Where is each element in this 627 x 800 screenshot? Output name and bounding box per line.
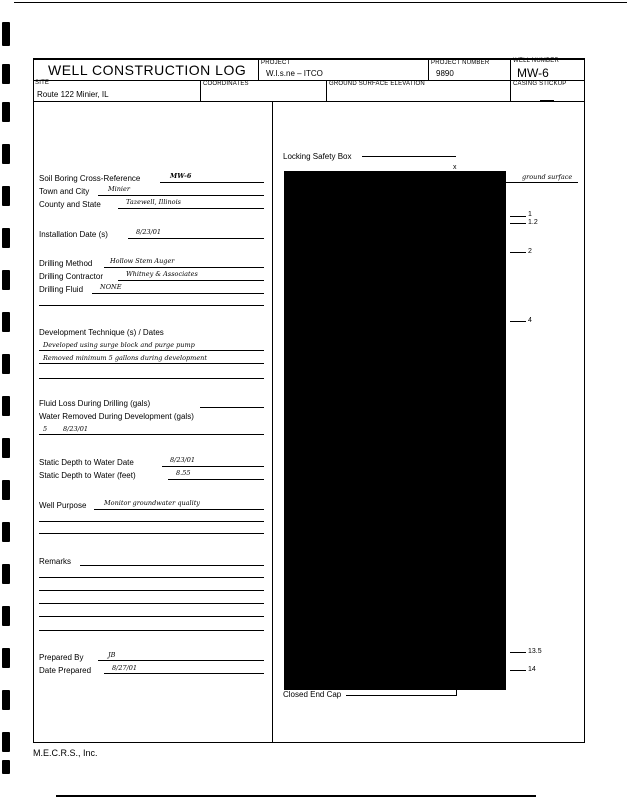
town-value: Minier	[108, 185, 130, 193]
static-depth-value: 8.55	[176, 469, 191, 477]
closed-end-cap-label: Closed End Cap	[283, 690, 342, 699]
well-purpose-label: Well Purpose	[39, 501, 87, 510]
development-line-1: Developed using surge block and purge pump	[43, 341, 195, 349]
project-number-label: PROJECT NUMBER	[431, 60, 490, 66]
drilling-method-value: Hollow Stem Auger	[110, 257, 175, 265]
depth-14: 14	[528, 666, 536, 673]
installation-date-value: 8/23/01	[136, 228, 162, 236]
fluid-loss-label: Fluid Loss During Drilling (gals)	[39, 399, 151, 408]
water-removed-date: 8/23/01	[63, 425, 89, 433]
depth-13-5: 13.5	[528, 648, 542, 655]
depth-4: 4	[528, 317, 532, 324]
prepared-by-value: JB	[108, 651, 116, 659]
ground-surface-label: ground surface	[522, 173, 573, 181]
casing-stickup-label: CASING STICKUP	[513, 81, 567, 87]
site-label: SITE	[35, 80, 50, 86]
ground-surface-elevation-label: GROUND SURFACE ELEVATION	[329, 81, 425, 87]
county-value: Tazewell, Illinois	[126, 198, 181, 206]
installation-date-label: Installation Date (s)	[39, 230, 108, 239]
site-value: Route 122 Minier, IL	[37, 90, 109, 99]
drilling-fluid-value: NONE	[100, 283, 122, 291]
scan-edge-top	[14, 2, 627, 3]
coordinates-label: COORDINATES	[203, 81, 249, 87]
development-technique-label: Development Technique (s) / Dates	[39, 328, 164, 337]
drilling-method-label: Drilling Method	[39, 259, 93, 268]
ground-surface-line	[506, 182, 578, 183]
drilling-contractor-value: Whitney & Associates	[126, 270, 198, 278]
project-value: W.I.s.ne – ITCO	[266, 69, 323, 78]
water-removed-value: 5	[43, 425, 48, 433]
town-label: Town and City	[39, 187, 90, 196]
well-diagram-block	[284, 171, 506, 690]
remarks-label: Remarks	[39, 557, 72, 566]
project-number-value: 9890	[436, 69, 454, 78]
end-cap-leader	[346, 695, 456, 696]
depth-2: 2	[528, 248, 532, 255]
static-date-value: 8/23/01	[170, 456, 196, 464]
development-line-2: Removed minimum 5 gallons during development	[43, 354, 207, 362]
x-mark: x	[453, 164, 457, 171]
well-number-value: MW-6	[517, 66, 549, 80]
date-prepared-value: 8/27/01	[112, 664, 138, 672]
static-date-label: Static Depth to Water Date	[39, 458, 134, 467]
well-purpose-value: Monitor groundwater quality	[104, 499, 200, 507]
depth-1: 1	[528, 211, 532, 218]
water-removed-label: Water Removed During Development (gals)	[39, 412, 194, 421]
drilling-fluid-label: Drilling Fluid	[39, 285, 84, 294]
date-prepared-label: Date Prepared	[39, 666, 92, 675]
static-depth-label: Static Depth to Water (feet)	[39, 471, 136, 480]
soil-boring-label: Soil Boring Cross-Reference	[39, 174, 141, 183]
locking-safety-box-label: Locking Safety Box	[283, 152, 352, 161]
depth-1-2: 1.2	[528, 219, 538, 226]
well-number-label: WELL NUMBER	[513, 58, 559, 64]
locking-box-leader	[362, 156, 456, 157]
company-footer: M.E.C.R.S., Inc.	[33, 748, 98, 758]
scan-edge-bottom	[56, 795, 536, 797]
prepared-by-label: Prepared By	[39, 653, 84, 662]
drilling-contractor-label: Drilling Contractor	[39, 272, 104, 281]
soil-boring-value: MW-6	[170, 172, 192, 180]
project-label: PROJECT	[261, 60, 291, 66]
county-label: County and State	[39, 200, 101, 209]
form-title: WELL CONSTRUCTION LOG	[48, 62, 247, 78]
casing-stickup-dash	[540, 100, 554, 101]
